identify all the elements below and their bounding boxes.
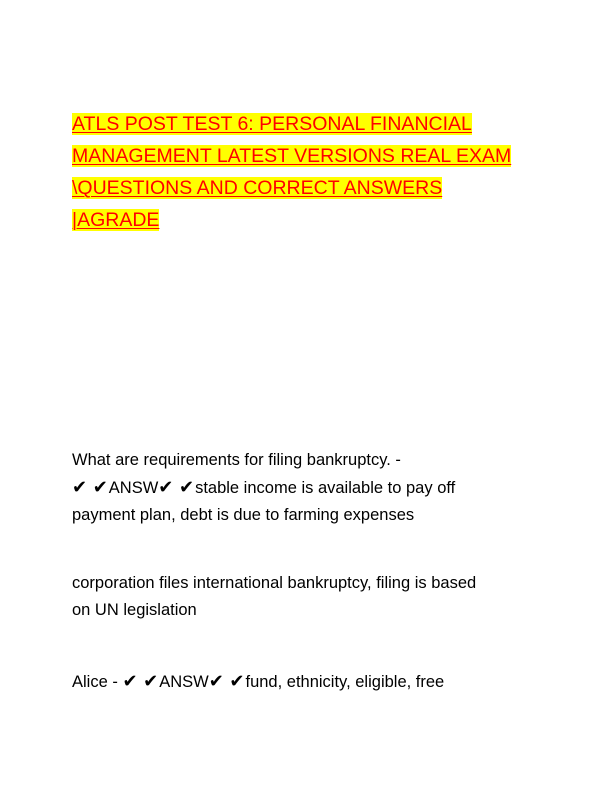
checkmark-icon: ✔	[72, 477, 88, 498]
answer-label: ANSW	[159, 673, 209, 691]
answer-line	[72, 668, 542, 696]
checkmark-icon: ✔	[208, 671, 224, 692]
question-paragraph	[72, 447, 542, 529]
question-text: What are requirements for filing bankruptcy. -	[72, 451, 401, 469]
paragraph-text: on UN legislation	[72, 601, 197, 619]
answer-text: fund, ethnicity, eligible, free	[245, 673, 445, 691]
question-text: Alice -	[72, 673, 123, 691]
paragraph-text: corporation files international bankruptcy, filing is based	[72, 574, 477, 592]
body-paragraph	[72, 570, 542, 624]
checkmark-icon: ✔	[158, 477, 174, 498]
document-title	[72, 108, 542, 236]
checkmark-icon: ✔	[143, 671, 159, 692]
title-line: \QUESTIONS AND CORRECT ANSWERS	[72, 177, 443, 199]
checkmark-icon: ✔	[178, 477, 195, 498]
answer-label: ANSW	[108, 479, 159, 497]
title-line: ATLS POST TEST 6: PERSONAL FINANCIAL	[72, 113, 472, 135]
answer-text-continued: payment plan, debt is due to farming expenses	[72, 506, 415, 524]
answer-line	[72, 474, 542, 502]
title-line: MANAGEMENT LATEST VERSIONS REAL EXAM	[72, 145, 512, 167]
checkmark-icon: ✔	[122, 671, 138, 692]
title-line: |AGRADE	[72, 209, 160, 231]
checkmark-icon: ✔	[92, 477, 108, 498]
question-paragraph	[72, 668, 542, 696]
checkmark-icon: ✔	[229, 671, 245, 692]
answer-text: stable income is available to pay off	[195, 479, 456, 497]
